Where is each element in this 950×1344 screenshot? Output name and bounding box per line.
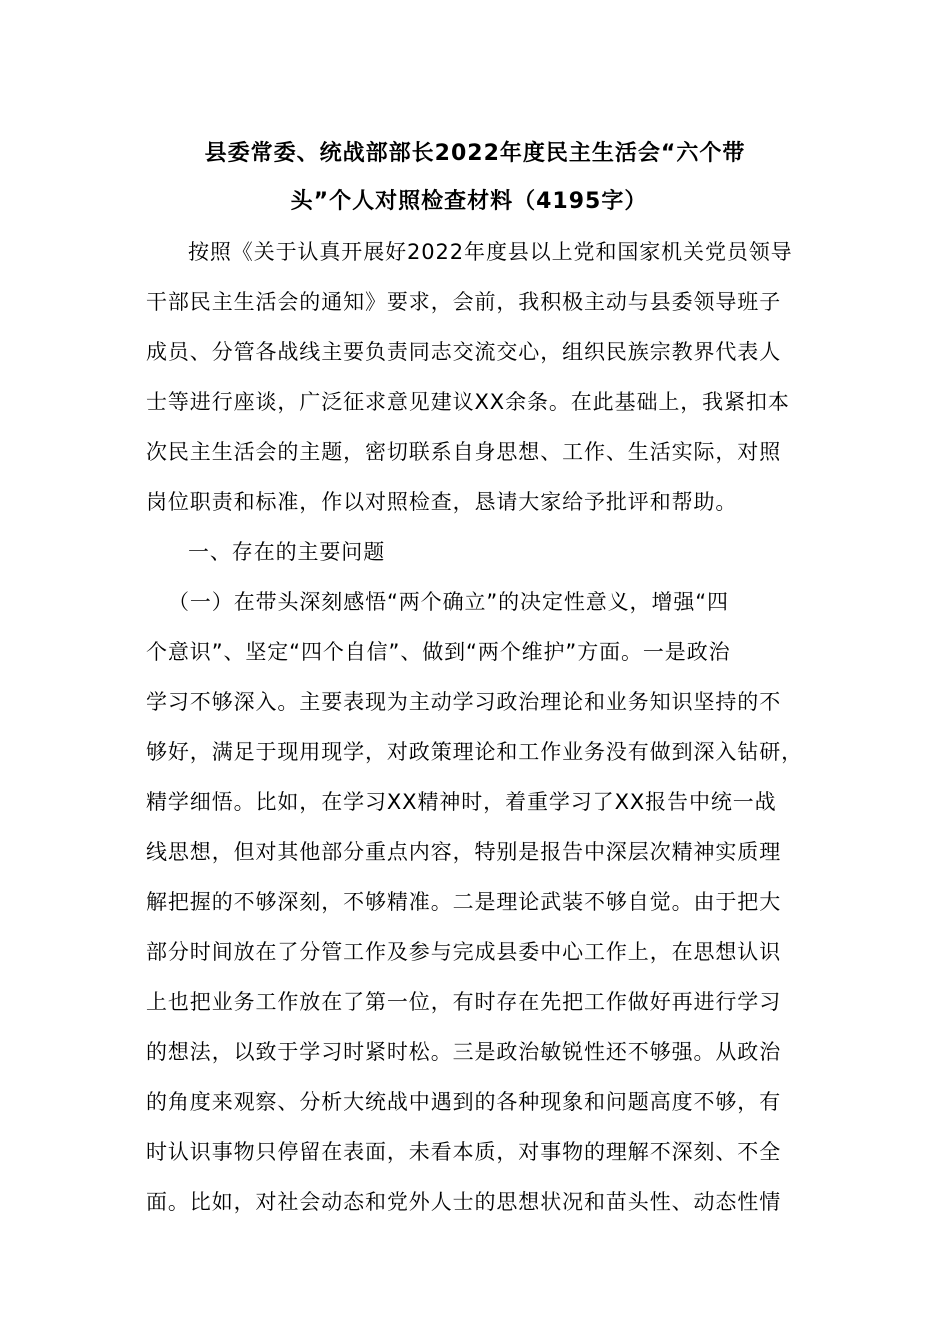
subsection-line-3: 学习不够深入。主要表现为主动学习政治理论和业务知识坚持的不 — [146, 690, 782, 714]
subsection-line-2: 个意识”、坚定“四个自信”、做到“两个维护”方面。一是政治 — [146, 640, 731, 664]
document-title-line-2: 头”个人对照检查材料（4195字） — [290, 189, 648, 214]
intro-line-1: 按照《关于认真开展好2022年度县以上党和国家机关党员领导 — [188, 240, 793, 264]
subsection-line-1: （一）在带头深刻感悟“两个确立”的决定性意义，增强“四 — [168, 590, 729, 614]
subsection-line-5: 精学细悟。比如，在学习XX精神时，着重学习了XX报告中统一战 — [146, 790, 777, 814]
subsection-line-8: 部分时间放在了分管工作及参与完成县委中心工作上，在思想认识 — [146, 940, 782, 964]
subsection-line-12: 时认识事物只停留在表面，未看本质，对事物的理解不深刻、不全 — [146, 1140, 782, 1164]
intro-line-2: 干部民主生活会的通知》要求，会前，我积极主动与县委领导班子 — [146, 290, 782, 314]
intro-line-6: 岗位职责和标准，作以对照检查，恳请大家给予批评和帮助。 — [146, 490, 738, 514]
intro-line-4: 士等进行座谈，广泛征求意见建议XX余条。在此基础上，我紧扣本 — [146, 390, 790, 414]
section-heading: 一、存在的主要问题 — [188, 540, 386, 564]
subsection-line-9: 上也把业务工作放在了第一位，有时存在先把工作做好再进行学习 — [146, 990, 782, 1014]
document-title-line-1: 县委常委、统战部部长2022年度民主生活会“六个带 — [204, 141, 746, 166]
subsection-line-11: 的角度来观察、分析大统战中遇到的各种现象和问题高度不够，有 — [146, 1090, 782, 1114]
subsection-line-10: 的想法，以致于学习时紧时松。三是政治敏锐性还不够强。从政治 — [146, 1040, 782, 1064]
subsection-line-4: 够好，满足于现用现学，对政策理论和工作业务没有做到深入钻研， — [146, 740, 803, 764]
intro-line-5: 次民主生活会的主题，密切联系自身思想、工作、生活实际，对照 — [146, 440, 782, 464]
intro-line-3: 成员、分管各战线主要负责同志交流交心，组织民族宗教界代表人 — [146, 340, 782, 364]
subsection-line-6: 线思想，但对其他部分重点内容，特别是报告中深层次精神实质理 — [146, 840, 782, 864]
subsection-line-7: 解把握的不够深刻，不够精准。二是理论武装不够自觉。由于把大 — [146, 890, 782, 914]
subsection-line-13: 面。比如，对社会动态和党外人士的思想状况和苗头性、动态性情 — [146, 1190, 782, 1214]
